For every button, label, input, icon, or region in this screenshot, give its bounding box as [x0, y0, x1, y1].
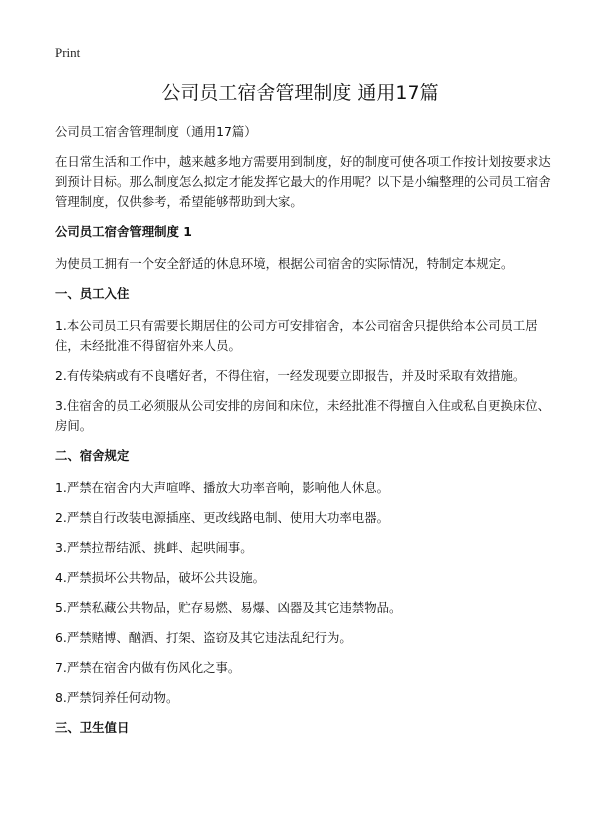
- list-item: 7.严禁在宿舍内做有伤风化之事。: [55, 660, 241, 675]
- list-item: 6.严禁赌博、酗酒、打架、盗窃及其它违法乱纪行为。: [55, 630, 352, 645]
- part-heading-hygiene: 三、卫生值日: [55, 720, 130, 735]
- list-item: 1.严禁在宿舍内大声喧哗、播放大功率音响，影响他人休息。: [55, 480, 389, 495]
- list-item: 2.有传染病或有不良嗜好者，不得住宿，一经发现要立即报告，并及时采取有效措施。: [55, 368, 526, 383]
- list-item: 5.严禁私藏公共物品，贮存易燃、易爆、凶器及其它违禁物品。: [55, 600, 402, 615]
- document-body: [55, 122, 555, 750]
- list-item: 1.本公司员工只有需要长期居住的公司方可安排宿舍，本公司宿舍只提供给本公司员工居住，未经批准不得留宿外来人员。: [55, 318, 538, 353]
- list-item: 8.严禁饲养任何动物。: [55, 690, 179, 705]
- section-heading: 公司员工宿舍管理制度 1: [55, 224, 192, 239]
- part-heading-check-in: 一、员工入住: [55, 286, 130, 301]
- print-link[interactable]: Print: [55, 45, 81, 60]
- part-heading-rules: 二、宿舍规定: [55, 448, 130, 463]
- list-item: 4.严禁损坏公共物品，破坏公共设施。: [55, 570, 266, 585]
- document-title: 公司员工宿舍管理制度 通用17篇: [161, 82, 439, 104]
- list-item: 3.严禁拉帮结派、挑衅、起哄闹事。: [55, 540, 253, 555]
- list-item: 3.住宿舍的员工必须服从公司安排的房间和床位，未经批准不得擅自入住或私自更换床位、房间。: [55, 398, 551, 433]
- section-intro: 为使员工拥有一个安全舒适的休息环境，根据公司宿舍的实际情况，特制定本规定。: [55, 256, 514, 271]
- list-item: 2.严禁自行改装电源插座、更改线路电制、使用大功率电器。: [55, 510, 389, 525]
- intro-paragraph: 在日常生活和工作中，越来越多地方需要用到制度，好的制度可使各项工作按计划按要求达到预计目标。那么制度怎么拟定才能发挥它最大的作用呢？以下是小编整理的公司员工宿舍管理制度，仅供参考，希望能够帮助到大家。: [55, 154, 551, 209]
- document-subtitle: 公司员工宿舍管理制度（通用17篇）: [55, 124, 257, 139]
